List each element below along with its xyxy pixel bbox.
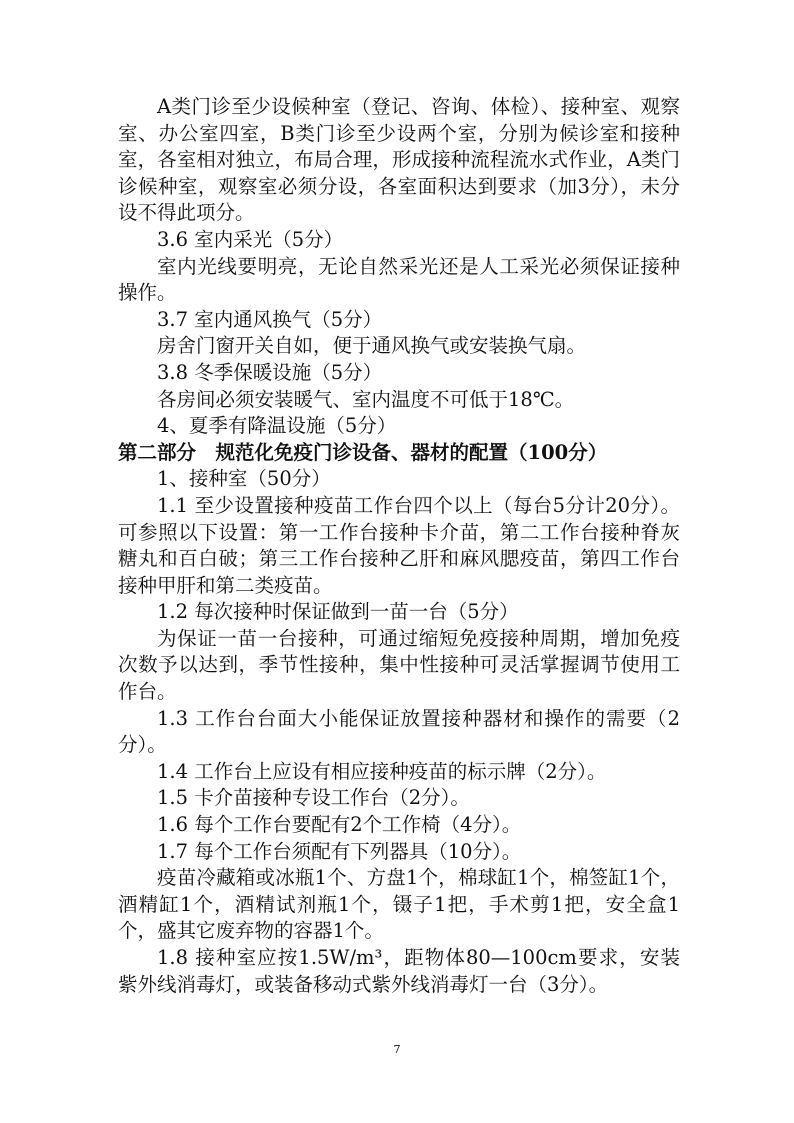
item-3-8-text: 各房间必须安装暖气、室内温度不可低于18℃。 (157, 387, 575, 411)
item-3-6-text: 室内光线要明亮，无论自然采光还是人工采光必须保证接种操作。 (118, 254, 680, 305)
item-1-3-text: 1.3 工作台台面大小能保证放置接种器材和操作的需要（2分）。 (118, 706, 680, 757)
item-1-8-text: 1.8 接种室应按1.5W/m³，距物体80—100cm要求，安装紫外线消毒灯，或装备移动式紫外线消毒灯一台（3分）。 (118, 946, 680, 996)
paragraph-clinic-rooms: A类门诊至少设候种室（登记、咨询、体检）、接种室、观察室、办公室四室，B类门诊至少设两个室，分别为候诊室和接种室，各室相对独立，布局合理，形成接种流程流水式作业，A类门诊候种室，观察室必须分设，各室面积达到要求（加3分），未分设不得此项分。 (118, 95, 680, 225)
item-4-heading: 4、夏季有降温设施（5分） (157, 414, 397, 438)
item-1-7-heading: 1.7 每个工作台须配有下列器具（10分）。 (157, 839, 522, 863)
item-1-6-text: 1.6 每个工作台要配有2个工作椅（4分）。 (157, 813, 522, 837)
item-3-8-heading: 3.8 冬季保暖设施（5分） (157, 360, 383, 384)
item-3-6-heading: 3.6 室内采光（5分） (157, 227, 344, 251)
section-heading-part-two: 第二部分 规范化免疫门诊设备、器材的配置（100分） (118, 440, 608, 464)
item-1-2-heading: 1.2 每次接种时保证做到一苗一台（5分） (157, 600, 519, 624)
item-3-7-heading: 3.7 室内通风换气（5分） (157, 307, 383, 331)
item-3-7-text: 房舍门窗开关自如，便于通风换气或安装换气扇。 (157, 334, 587, 358)
item-1-5-text: 1.5 卡介苗接种专设工作台（2分）。 (157, 786, 470, 810)
item-1-1-text: 1.1 至少设置接种疫苗工作台四个以上（每台5分计20分）。可参照以下设置：第一工作台接种卡介苗，第二工作台接种脊灰糖丸和百白破；第三工作台接种乙肝和麻风腮疫苗，第四工作台接种甲肝和第二类疫苗。 (118, 493, 680, 597)
item-1-4-text: 1.4 工作台上应设有相应接种疫苗的标示牌（2分）。 (157, 759, 607, 783)
item-1-heading: 1、接种室（50分） (157, 467, 331, 491)
item-1-7-text: 疫苗冷藏箱或冰瓶1个、方盘1个，棉球缸1个，棉签缸1个，酒精缸1个，酒精试剂瓶1个，镊子1把，手术剪1把，安全盒1个，盛其它废弃物的容器1个。 (118, 866, 680, 943)
page-number: 7 (393, 1043, 401, 1056)
page-body (118, 94, 680, 998)
item-1-2-text: 为保证一苗一台接种，可通过缩短免疫接种周期，增加免疫次数予以达到，季节性接种，集中性接种可灵活掌握调节使用工作台。 (118, 626, 680, 704)
